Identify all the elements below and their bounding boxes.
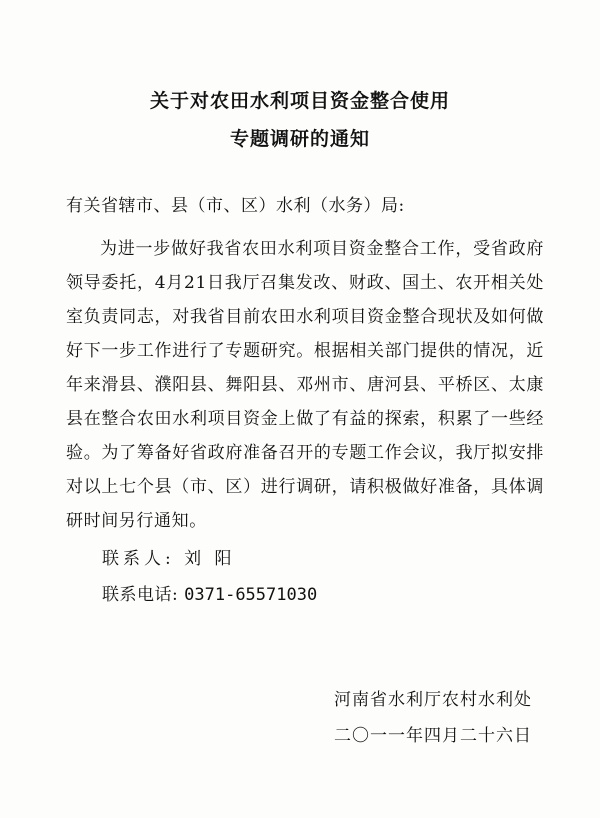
issuer-name: 河南省水利厅农村水利处: [334, 690, 532, 710]
document-title-line-2: 专题调研的通知: [229, 128, 370, 150]
issue-date: 二〇一一年四月二十六日: [334, 726, 532, 746]
contact-phone-label: 联系电话:: [102, 585, 179, 605]
body-paragraph: 为进一步做好我省农田水利项目资金整合工作，受省政府领导委托，4月21日我厅召集发改、财政、国土、农开相关处室负责同志，对我省目前农田水利项目资金整合现状及如何做好下一步工作进行了专题研究。根据相关部门提供的情况，近年来滑县、濮阳县、舞阳县、邓州市、唐河县、平桥区、太康县在整合农田水利项目资金上做了有益的探索，积累了一些经验。为了筹备好省政府准备召开的专题工作会议，我厅拟安排对以上七个县（市、区）进行调研，请积极做好准备，具体调研时间另行通知。: [66, 239, 544, 531]
salutation: 有关省辖市、县（市、区）水利（水务）局:: [66, 196, 405, 216]
contact-phone: [102, 587, 317, 604]
contact-phone-number: 0371-65571030: [184, 585, 318, 605]
contact-person: [102, 551, 236, 568]
contact-person-name: 刘 阳: [184, 549, 236, 569]
document-title-line-1: 关于对农田水利项目资金整合使用: [149, 90, 450, 112]
contact-person-label: 联系人:: [102, 549, 175, 569]
